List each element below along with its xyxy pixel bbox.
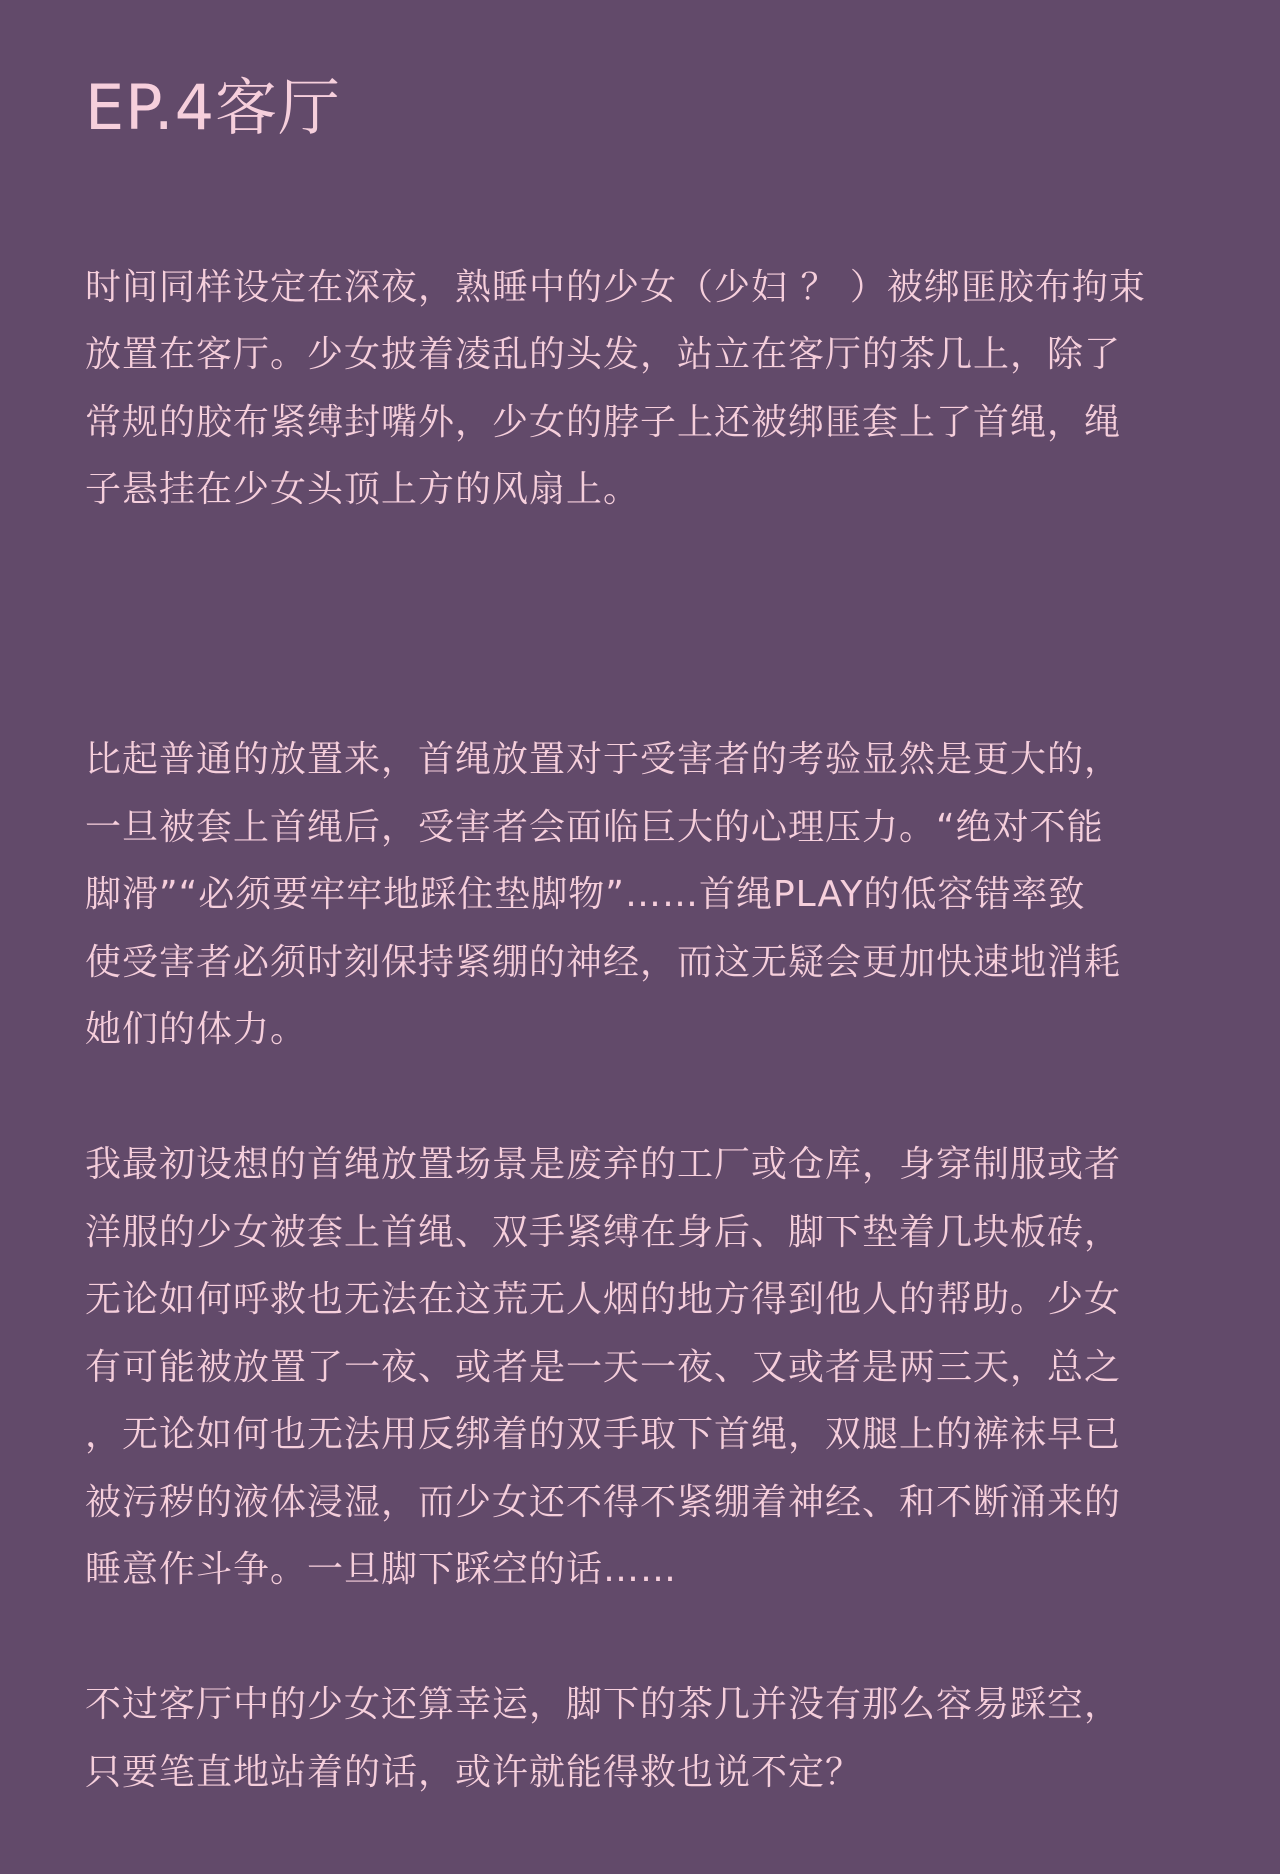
paragraph-2: 比起普通的放置来，首绳放置对于受害者的考验显然是更大的， 一旦被套上首绳后，受害者会面临巨大的心理压力。“绝对不能 脚滑”“必须要牢牢地踩住垫脚物”……首绳PLAY的低容错率致 使受害者必须时刻保持紧绷的神经，而这无疑会更加快速地消耗 她们的体力。 [85,739,1122,1050]
paragraph-1: 时间同样设定在深夜，熟睡中的少女（少妇 ？ ）被绑匪胶布拘束 放置在客厅。少女披着凌乱的头发，站立在客厅的茶几上，除了 常规的胶布紧缚封嘴外，少女的脖子上还被绑匪套上了首绳，绳 子悬挂在少女头顶上方的风扇上。 [85,266,1146,510]
page-title: EP.4客厅 [85,71,342,144]
paragraph-spacer [85,591,1190,659]
paragraph-4: 不过客厅中的少女还算幸运，脚下的茶几并没有那么容易踩空， 只要笔直地站着的话，或许就能得救也说不定？ [85,1684,1122,1793]
body-text [85,186,1190,1874]
paragraph-3: 我最初设想的首绳放置场景是废弃的工厂或仓库，身穿制服或者 洋服的少女被套上首绳、双手紧缚在身后、脚下垫着几块板砖， 无论如何呼救也无法在这荒无人烟的地方得到他人的帮助。少女 有可能被放置了一夜、或者是一天一夜、又或者是两三天，总之 ，无论如何也无法用反绑着的双手取下首绳，双腿上的裤袜早已 被污秽的液体浸湿，而少女还不得不紧绷着神经、和不断涌来的 睡意作斗争。一旦脚下踩空的话…… [85,1144,1122,1590]
